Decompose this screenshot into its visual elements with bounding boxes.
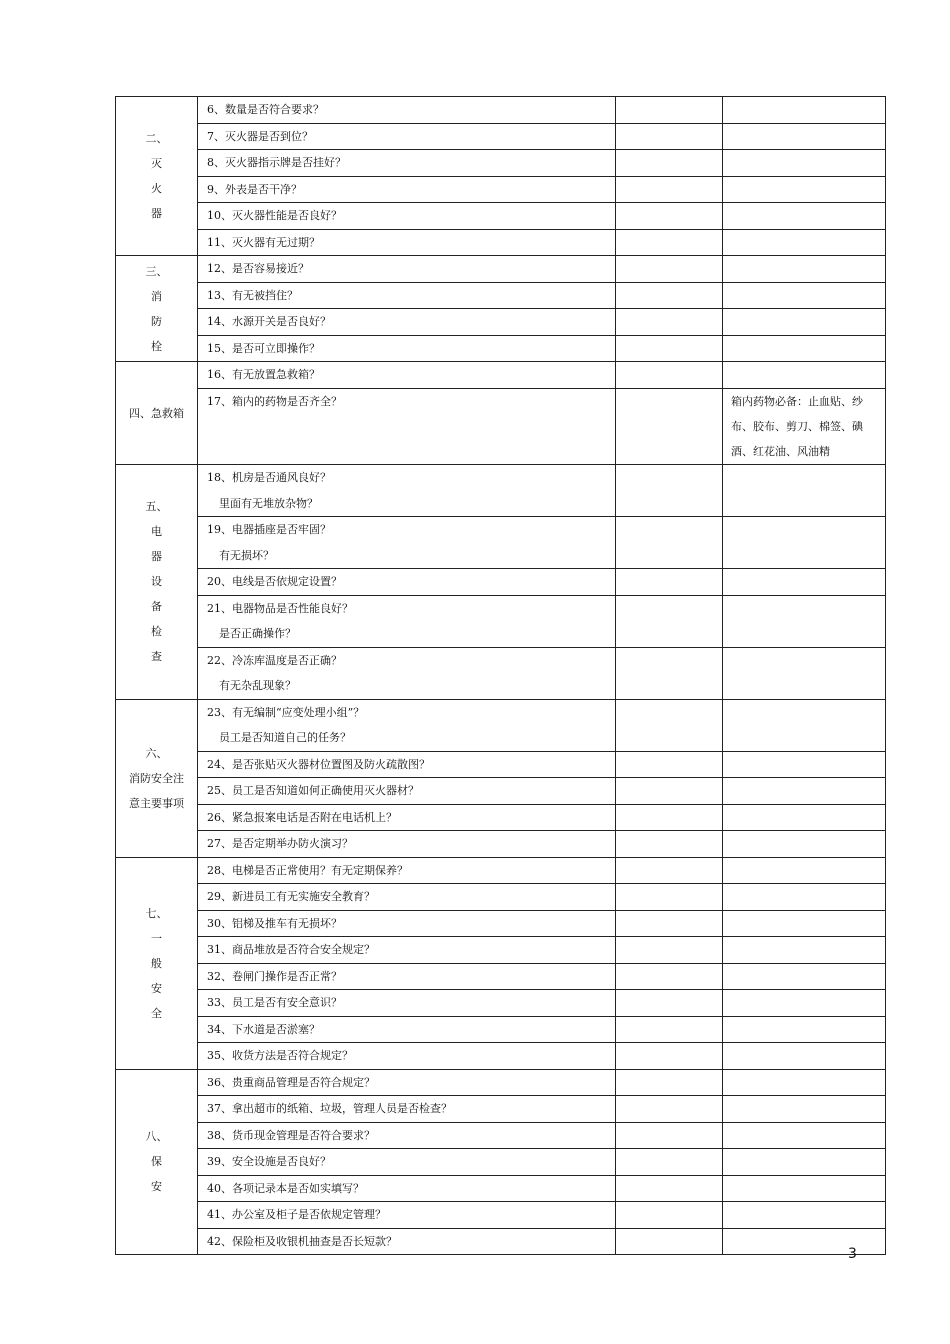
check-item: [198, 1149, 616, 1176]
table-row: [116, 963, 886, 990]
table-row: [116, 831, 886, 858]
remarks-cell[interactable]: [723, 1016, 886, 1043]
section-label-line: 查: [151, 650, 162, 664]
table-row: [116, 176, 886, 203]
section-label-line: 设: [151, 575, 162, 589]
table-row: [116, 1096, 886, 1123]
table-row: [116, 857, 886, 884]
table-row: [116, 150, 886, 177]
remarks-cell[interactable]: [723, 990, 886, 1017]
table-row: [116, 1175, 886, 1202]
check-item-text: 36、贵重商品管理是否符合规定？: [207, 1075, 375, 1089]
check-item-text: 16、有无放置急救箱？: [207, 368, 320, 381]
section-label-line: 火: [151, 182, 162, 195]
check-item: [198, 203, 616, 230]
remarks-cell[interactable]: [723, 388, 886, 465]
section-label: [116, 857, 198, 1069]
remarks-cell[interactable]: [723, 804, 886, 831]
result-cell[interactable]: [616, 884, 723, 911]
inspection-table-body: [116, 97, 886, 1255]
result-cell[interactable]: [616, 1069, 723, 1096]
result-cell[interactable]: [616, 309, 723, 336]
section-label-line: 器: [151, 207, 162, 220]
section-label-line: 意主要事项: [129, 796, 184, 810]
check-item: [198, 569, 616, 596]
table-row: [116, 647, 886, 699]
remarks-cell[interactable]: [723, 465, 886, 517]
remarks-cell[interactable]: [723, 1122, 886, 1149]
section-label-line: 保: [151, 1155, 162, 1169]
section-label-line: 般: [151, 956, 162, 970]
result-cell[interactable]: [616, 647, 723, 699]
table-row: [116, 362, 886, 389]
check-item: [198, 778, 616, 805]
remarks-cell[interactable]: [723, 309, 886, 336]
result-cell[interactable]: [616, 123, 723, 150]
check-item-text: 有无损坏？: [219, 548, 274, 562]
table-row: [116, 97, 886, 124]
table-row: [116, 778, 886, 805]
check-item-text: 8、灭火器指示牌是否挂好？: [207, 156, 346, 169]
section-label: [116, 465, 198, 700]
table-row: [116, 699, 886, 751]
table-row: [116, 1016, 886, 1043]
table-row: [116, 1122, 886, 1149]
check-item: [198, 150, 616, 177]
check-item-text: 10、灭火器性能是否良好？: [207, 209, 342, 222]
check-item-text: 33、员工是否有安全意识？: [207, 996, 342, 1009]
table-row: [116, 910, 886, 937]
check-item-text: 有无杂乱现象？: [219, 679, 296, 692]
check-item-text: 9、外表是否干净？: [207, 182, 302, 196]
check-item-text: 40、各项记录本是否如实填写？: [207, 1181, 364, 1195]
remarks-cell[interactable]: [723, 595, 886, 647]
remarks-cell[interactable]: [723, 831, 886, 858]
section-label-line: 器: [151, 550, 162, 564]
remarks-cell[interactable]: [723, 910, 886, 937]
remarks-cell[interactable]: [723, 1096, 886, 1123]
section-label: [116, 699, 198, 857]
check-item: [198, 857, 616, 884]
table-row: [116, 884, 886, 911]
table-row: [116, 256, 886, 283]
check-item-text: 28、电梯是否正常使用？有无定期保养？: [207, 863, 408, 877]
section-label-line: 四、急救箱: [129, 406, 184, 420]
result-cell[interactable]: [616, 1043, 723, 1070]
table-row: [116, 229, 886, 256]
result-cell[interactable]: [616, 569, 723, 596]
result-cell[interactable]: [616, 517, 723, 569]
section-label-line: 一: [151, 931, 162, 945]
check-item: [198, 465, 616, 517]
table-row: [116, 465, 886, 517]
table-row: [116, 937, 886, 964]
section-label-line: 安: [151, 1180, 162, 1194]
result-cell[interactable]: [616, 465, 723, 517]
result-cell[interactable]: [616, 176, 723, 203]
section-label-line: 灭: [151, 157, 162, 170]
remarks-cell[interactable]: [723, 1069, 886, 1096]
table-row: [116, 751, 886, 778]
table-row: [116, 388, 886, 465]
check-item-text: 34、下水道是否淤塞？: [207, 1022, 320, 1036]
check-item-text: 22、冷冻库温度是否正确？: [207, 653, 342, 667]
table-row: [116, 1228, 886, 1255]
remarks-cell[interactable]: [723, 1175, 886, 1202]
remarks-cell[interactable]: [723, 335, 886, 362]
check-item-text: 21、电器物品是否性能良好？: [207, 601, 353, 615]
check-item-text: 38、货币现金管理是否符合要求？: [207, 1128, 375, 1142]
check-item: [198, 229, 616, 256]
check-item: [198, 1122, 616, 1149]
result-cell[interactable]: [616, 778, 723, 805]
check-item: [198, 335, 616, 362]
section-label: [116, 1069, 198, 1255]
check-item-text: 25、员工是否知道如何正确使用灭火器材？: [207, 784, 419, 797]
remarks-text: 箱内药物必备：止血贴、纱布、胶布、剪刀、棉签、碘酒、红花油、风油精: [731, 394, 863, 458]
result-cell[interactable]: [616, 1149, 723, 1176]
table-row: [116, 282, 886, 309]
section-label-line: 六、: [145, 746, 168, 760]
result-cell[interactable]: [616, 990, 723, 1017]
check-item-text: 18、机房是否通风良好？: [207, 471, 331, 484]
check-item-text: 37、拿出超市的纸箱、垃圾，管理人员是否检查？: [207, 1102, 452, 1115]
section-label-line: 三、: [145, 264, 168, 278]
check-item-text: 32、卷闸门操作是否正常？: [207, 969, 342, 983]
inspection-table: [115, 96, 886, 1255]
remarks-cell[interactable]: [723, 282, 886, 309]
remarks-cell[interactable]: [723, 203, 886, 230]
section-label-line: 电: [151, 525, 162, 539]
remarks-cell[interactable]: [723, 884, 886, 911]
check-item: [198, 910, 616, 937]
section-label-line: 备: [151, 600, 162, 614]
result-cell[interactable]: [616, 857, 723, 884]
check-item-text: 13、有无被挡住？: [207, 288, 298, 302]
check-item-text: 15、是否可立即操作？: [207, 341, 320, 355]
section-label-line: 消: [151, 289, 162, 303]
section-label-line: 检: [151, 625, 162, 639]
remarks-cell[interactable]: [723, 517, 886, 569]
check-item: [198, 1043, 616, 1070]
check-item: [198, 256, 616, 283]
result-cell[interactable]: [616, 595, 723, 647]
result-cell[interactable]: [616, 203, 723, 230]
table-row: [116, 517, 886, 569]
remarks-cell[interactable]: [723, 1043, 886, 1070]
table-row: [116, 1202, 886, 1229]
table-row: [116, 569, 886, 596]
result-cell[interactable]: [616, 1122, 723, 1149]
check-item-text: 27、是否定期举办防火演习？: [207, 837, 353, 850]
table-row: [116, 1043, 886, 1070]
check-item: [198, 751, 616, 778]
section-label-line: 消防安全注: [129, 771, 184, 785]
remarks-cell[interactable]: [723, 569, 886, 596]
result-cell[interactable]: [616, 963, 723, 990]
section-label: [116, 362, 198, 465]
check-item: [198, 1096, 616, 1123]
check-item: [198, 1202, 616, 1229]
table-row: [116, 1069, 886, 1096]
check-item: [198, 937, 616, 964]
result-cell[interactable]: [616, 1096, 723, 1123]
result-cell[interactable]: [616, 97, 723, 124]
check-item: [198, 884, 616, 911]
result-cell[interactable]: [616, 362, 723, 389]
section-label-line: 防: [151, 314, 162, 328]
check-item: [198, 804, 616, 831]
check-item-text: 是否正确操作？: [219, 627, 296, 640]
check-item-text: 31、商品堆放是否符合安全规定？: [207, 943, 375, 956]
remarks-cell[interactable]: [723, 176, 886, 203]
remarks-cell[interactable]: [723, 1228, 886, 1255]
remarks-cell[interactable]: [723, 857, 886, 884]
check-item: [198, 990, 616, 1017]
check-item: [198, 595, 616, 647]
result-cell[interactable]: [616, 804, 723, 831]
table-row: [116, 1149, 886, 1176]
section-label-line: 栓: [151, 339, 162, 353]
remarks-cell[interactable]: [723, 699, 886, 751]
section-label-line: 全: [151, 1006, 162, 1020]
section-label-line: 二、: [145, 132, 168, 145]
result-cell[interactable]: [616, 150, 723, 177]
remarks-cell[interactable]: [723, 647, 886, 699]
section-label: [116, 256, 198, 362]
table-row: [116, 335, 886, 362]
check-item: [198, 362, 616, 389]
section-label: [116, 97, 198, 256]
check-item-text: 里面有无堆放杂物？: [219, 496, 318, 510]
result-cell[interactable]: [616, 256, 723, 283]
result-cell[interactable]: [616, 229, 723, 256]
remarks-cell[interactable]: [723, 150, 886, 177]
check-item-text: 42、保险柜及收银机抽查是否长短款？: [207, 1234, 397, 1248]
result-cell[interactable]: [616, 282, 723, 309]
result-cell[interactable]: [616, 388, 723, 465]
check-item-text: 14、水源开关是否良好？: [207, 315, 331, 328]
section-label-line: 安: [151, 981, 162, 995]
check-item: [198, 282, 616, 309]
result-cell[interactable]: [616, 335, 723, 362]
check-item: [198, 517, 616, 569]
check-item: [198, 1016, 616, 1043]
table-row: [116, 203, 886, 230]
check-item-text: 23、有无编制“应变处理小组”？: [207, 705, 365, 719]
check-item: [198, 1069, 616, 1096]
check-item-text: 7、灭火器是否到位？: [207, 129, 313, 143]
check-item-text: 17、箱内的药物是否齐全？: [207, 394, 342, 408]
check-item: [198, 647, 616, 699]
check-item: [198, 1175, 616, 1202]
result-cell[interactable]: [616, 751, 723, 778]
remarks-cell[interactable]: [723, 751, 886, 778]
check-item-text: 员工是否知道自己的任务？: [219, 731, 351, 744]
section-label-line: 五、: [145, 500, 168, 514]
check-item-text: 12、是否容易接近？: [207, 262, 309, 275]
check-item-text: 35、收货方法是否符合规定？: [207, 1049, 353, 1062]
check-item: [198, 309, 616, 336]
result-cell[interactable]: [616, 1202, 723, 1229]
check-item: [198, 176, 616, 203]
check-item: [198, 963, 616, 990]
check-item-text: 30、铝梯及推车有无损坏？: [207, 916, 342, 930]
check-item-text: 39、安全设施是否良好？: [207, 1155, 331, 1168]
remarks-cell[interactable]: [723, 97, 886, 124]
section-label-line: 七、: [145, 906, 168, 920]
check-item: [198, 699, 616, 751]
remarks-cell[interactable]: [723, 1202, 886, 1229]
check-item: [198, 831, 616, 858]
result-cell[interactable]: [616, 910, 723, 937]
result-cell[interactable]: [616, 1175, 723, 1202]
section-label-line: 八、: [145, 1130, 168, 1144]
table-row: [116, 990, 886, 1017]
result-cell[interactable]: [616, 937, 723, 964]
check-item-text: 24、是否张贴灭火器材位置图及防火疏散图？: [207, 757, 430, 771]
check-item: [198, 388, 616, 465]
check-item: [198, 123, 616, 150]
result-cell[interactable]: [616, 699, 723, 751]
remarks-cell[interactable]: [723, 123, 886, 150]
remarks-cell[interactable]: [723, 963, 886, 990]
check-item-text: 11、灭火器有无过期？: [207, 235, 320, 249]
page-number: 3: [848, 1246, 857, 1262]
result-cell[interactable]: [616, 1228, 723, 1255]
check-item-text: 41、办公室及柜子是否依规定管理？: [207, 1208, 386, 1221]
result-cell[interactable]: [616, 1016, 723, 1043]
table-row: [116, 595, 886, 647]
table-row: [116, 804, 886, 831]
remarks-cell[interactable]: [723, 362, 886, 389]
check-item-text: 26、紧急报案电话是否附在电话机上？: [207, 810, 397, 824]
remarks-cell[interactable]: [723, 778, 886, 805]
check-item-text: 29、新进员工有无实施安全教育？: [207, 890, 375, 903]
remarks-cell[interactable]: [723, 229, 886, 256]
table-row: [116, 309, 886, 336]
remarks-cell[interactable]: [723, 937, 886, 964]
check-item-text: 20、电线是否依规定设置？: [207, 575, 342, 588]
table-row: [116, 123, 886, 150]
check-item: [198, 1228, 616, 1255]
check-item-text: 6、数量是否符合要求？: [207, 103, 324, 116]
remarks-cell[interactable]: [723, 256, 886, 283]
check-item: [198, 97, 616, 124]
check-item-text: 19、电器插座是否牢固？: [207, 523, 331, 536]
remarks-cell[interactable]: [723, 1149, 886, 1176]
result-cell[interactable]: [616, 831, 723, 858]
